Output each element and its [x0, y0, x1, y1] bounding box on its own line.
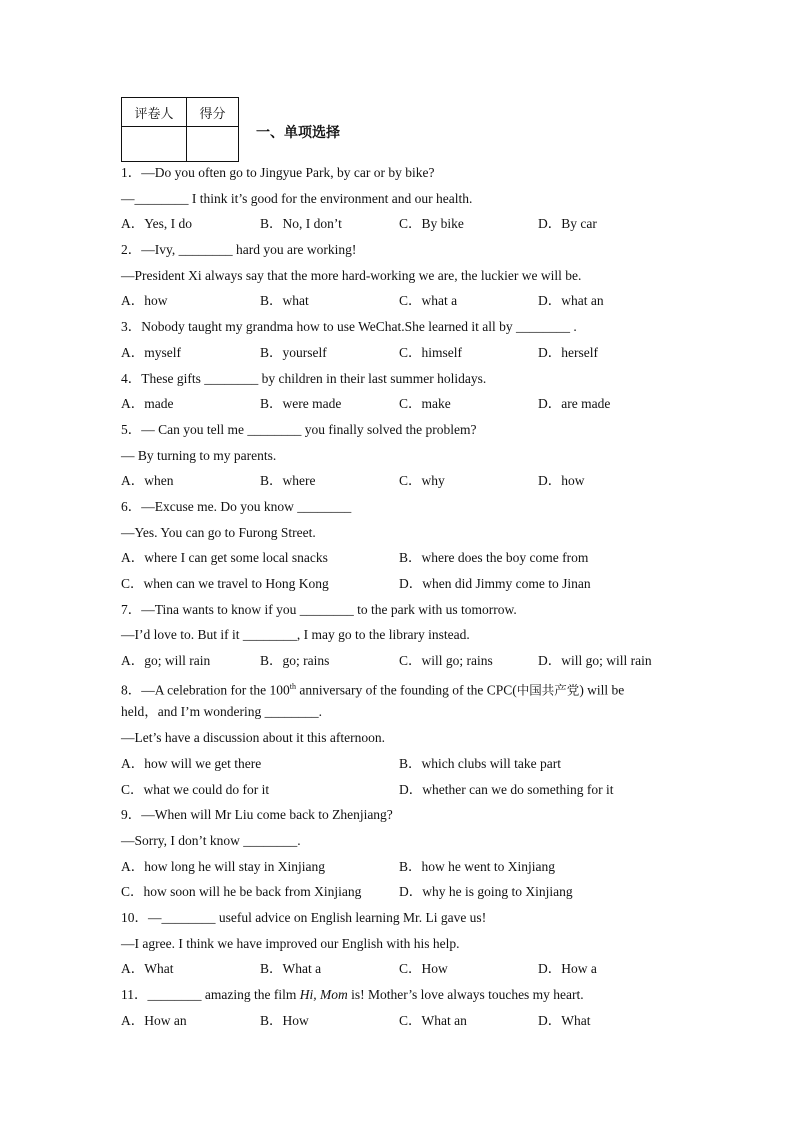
- question-10-line: —I agree. I think we have improved our English with his help.: [121, 935, 460, 951]
- question-2-stem: 2．—Ivy, ________ hard you are working!: [121, 242, 357, 258]
- option-a[interactable]: A．Yes, I do: [121, 216, 193, 232]
- option-d[interactable]: D．What: [538, 1012, 591, 1028]
- option-d[interactable]: D．herself: [538, 344, 598, 360]
- option-b[interactable]: B．How: [260, 1012, 309, 1028]
- option-b[interactable]: B．which clubs will take part: [399, 755, 561, 771]
- question-2-line: —President Xi always say that the more hard-working we are, the luckier we will be.: [121, 267, 582, 283]
- question-9-options-row2: [121, 879, 681, 905]
- question-8-options-row2: [121, 777, 681, 803]
- option-b[interactable]: B．No, I don’t: [260, 216, 342, 232]
- option-c[interactable]: C．what a: [399, 293, 458, 309]
- option-b[interactable]: B．how he went to Xinjiang: [399, 858, 555, 874]
- question-5-line: — By turning to my parents.: [121, 447, 277, 463]
- option-a[interactable]: A．go; will rain: [121, 653, 211, 669]
- option-b[interactable]: B．where does the boy come from: [399, 550, 589, 566]
- option-d[interactable]: D．whether can we do something for it: [399, 781, 614, 797]
- option-c[interactable]: C．how soon will he be back from Xinjiang: [121, 884, 362, 900]
- option-c[interactable]: C．himself: [399, 344, 462, 360]
- option-a[interactable]: A．made: [121, 396, 174, 412]
- option-c[interactable]: C．when can we travel to Hong Kong: [121, 576, 329, 591]
- question-6-line: —Yes. You can go to Furong Street.: [121, 524, 316, 540]
- option-a[interactable]: A．when: [121, 473, 174, 489]
- question-8-stem: 8．—A celebration for the 100th anniversary of the founding of the CPC(中国共产党) will be: [121, 681, 625, 698]
- option-b[interactable]: B．what: [260, 293, 309, 309]
- question-2-options: [121, 288, 681, 314]
- score-table: [121, 97, 239, 162]
- option-a[interactable]: A．how: [121, 293, 168, 309]
- question-4-options: [121, 391, 681, 417]
- option-a[interactable]: A．how long he will stay in Xinjiang: [121, 858, 325, 874]
- question-11-stem: 11．________ amazing the film Hi, Mom is! Mother’s love always touches my heart.: [121, 987, 584, 1002]
- option-d[interactable]: D．how: [538, 473, 585, 489]
- option-b[interactable]: B．yourself: [260, 344, 327, 360]
- question-5-options: [121, 468, 681, 494]
- question-6-stem: 6．—Excuse me. Do you know ________: [121, 498, 352, 514]
- option-c[interactable]: C．what we could do for it: [121, 781, 270, 797]
- question-8-options-row1: [121, 751, 681, 777]
- question-10-options: [121, 956, 681, 982]
- grader-label: 评卷人: [122, 98, 187, 127]
- option-d[interactable]: D．By car: [538, 216, 597, 232]
- option-c[interactable]: C．will go; rains: [399, 653, 493, 669]
- option-d[interactable]: D．will go; will rain: [538, 653, 652, 669]
- option-d[interactable]: D．How a: [538, 961, 597, 977]
- score-cell: [187, 127, 239, 162]
- option-b[interactable]: B．were made: [260, 396, 342, 412]
- grader-cell: [122, 127, 187, 162]
- option-c[interactable]: C．make: [399, 396, 451, 412]
- question-1-options: [121, 211, 681, 237]
- question-7-line: —I’d love to. But if it ________, I may go to the library instead.: [121, 627, 470, 643]
- option-a[interactable]: A．how will we get there: [121, 755, 262, 771]
- option-a[interactable]: A．myself: [121, 344, 181, 360]
- question-9-stem: 9．—When will Mr Liu come back to Zhenjiang?: [121, 807, 393, 823]
- option-c[interactable]: C．What an: [399, 1012, 467, 1028]
- option-c[interactable]: C．why: [399, 473, 445, 489]
- option-a[interactable]: A．How an: [121, 1012, 187, 1028]
- question-3-stem: 3．Nobody taught my grandma how to use WeChat.She learned it all by ________ .: [121, 319, 577, 335]
- question-5-stem: 5．— Can you tell me ________ you finally solved the problem?: [121, 421, 477, 437]
- question-6-options-row1: [121, 545, 681, 571]
- question-7-stem: 7．—Tina wants to know if you ________ to the park with us tomorrow.: [121, 601, 517, 617]
- option-b[interactable]: B．go; rains: [260, 653, 330, 669]
- question-10-stem: 10．—________ useful advice on English learning Mr. Li gave us!: [121, 909, 487, 925]
- question-list: [121, 160, 681, 1033]
- question-6-options-row2: [121, 571, 681, 597]
- option-d[interactable]: D．when did Jimmy come to Jinan: [399, 576, 591, 591]
- question-11-options: [121, 1008, 681, 1034]
- question-1-stem: 1．—Do you often go to Jingyue Park, by car or by bike?: [121, 165, 435, 180]
- question-8-line: held，and I’m wondering ________.: [121, 704, 322, 720]
- question-1-line: —________ I think it’s good for the environment and our health.: [121, 190, 473, 206]
- option-d[interactable]: D．are made: [538, 396, 611, 412]
- option-d[interactable]: D．why he is going to Xinjiang: [399, 884, 573, 900]
- question-9-options-row1: [121, 854, 681, 880]
- question-9-line: —Sorry, I don’t know ________.: [121, 832, 301, 848]
- question-4-stem: 4．These gifts ________ by children in their last summer holidays.: [121, 370, 487, 386]
- section-title: 一、单项选择: [256, 125, 340, 141]
- option-d[interactable]: D．what an: [538, 293, 604, 309]
- option-a[interactable]: A．where I can get some local snacks: [121, 550, 328, 566]
- option-c[interactable]: C．How: [399, 961, 448, 977]
- score-label: 得分: [187, 98, 239, 127]
- option-b[interactable]: B．What a: [260, 961, 322, 977]
- question-8-line: —Let’s have a discussion about it this afternoon.: [121, 730, 385, 746]
- question-3-options: [121, 340, 681, 366]
- question-7-options: [121, 648, 681, 674]
- option-c[interactable]: C．By bike: [399, 216, 464, 232]
- option-a[interactable]: A．What: [121, 961, 174, 977]
- option-b[interactable]: B．where: [260, 473, 316, 489]
